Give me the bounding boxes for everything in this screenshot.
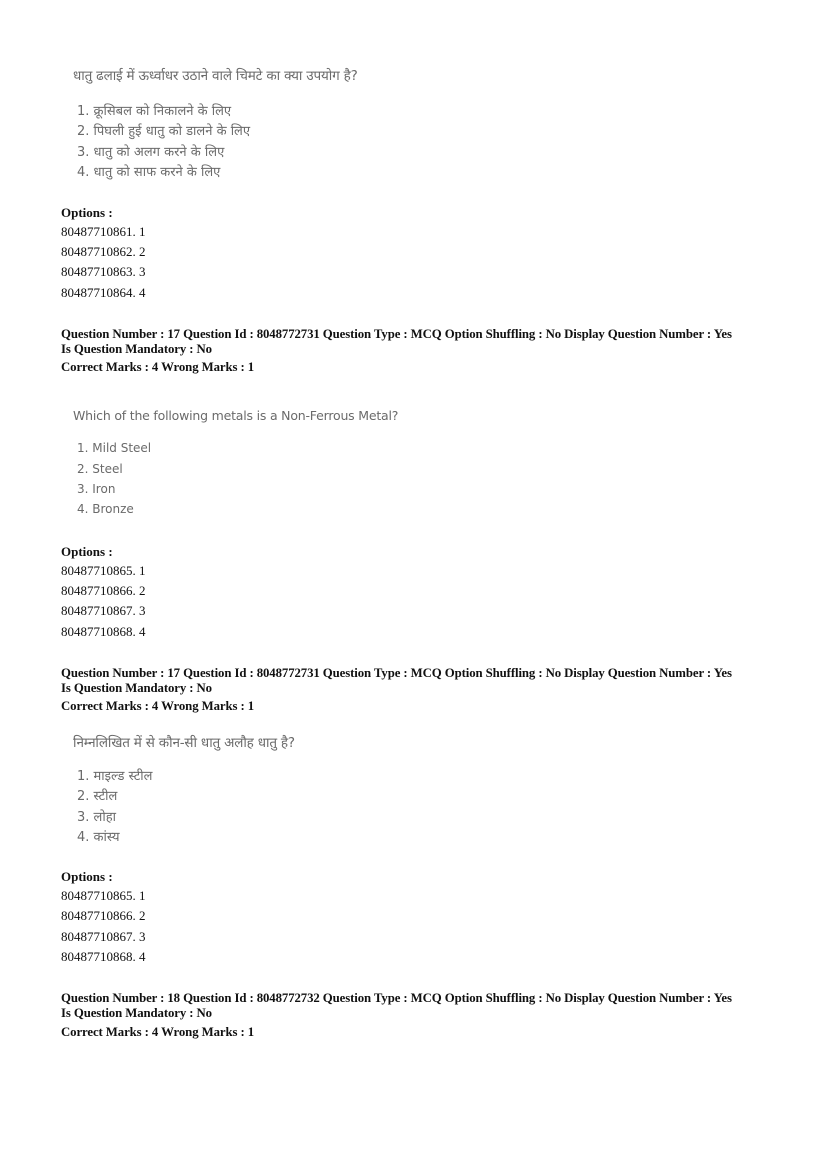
choice-3: 3. लोहा <box>77 810 116 825</box>
option-id-4: 80487710868. 4 <box>61 624 146 639</box>
choice-3: 3. धातु को अलग करने के लिए <box>77 145 225 160</box>
question-image-q17-english <box>73 408 413 523</box>
question-marks-line: Correct Marks : 4 Wrong Marks : 1 <box>61 1025 255 1039</box>
options-label: Options : <box>61 205 113 220</box>
question-image-q16-hindi <box>73 66 413 186</box>
question-mandatory-line: Is Question Mandatory : No <box>61 342 212 356</box>
option-id-3: 80487710867. 3 <box>61 929 146 944</box>
question-header-line: Question Number : 18 Question Id : 8048772732 Question Type : MCQ Option Shuffling : No Display Question Number : Yes <box>61 991 732 1005</box>
question-text: Which of the following metals is a Non-Ferrous Metal? <box>73 408 399 423</box>
choice-4: 4. धातु को साफ करने के लिए <box>77 165 221 180</box>
option-id-1: 80487710861. 1 <box>61 224 146 239</box>
options-label: Options : <box>61 544 113 559</box>
option-id-4: 80487710868. 4 <box>61 949 146 964</box>
choice-2: 2. पिघली हुई धातु को डालने के लिए <box>77 124 251 139</box>
choice-2: 2. Steel <box>77 462 123 476</box>
question-text: निम्नलिखित में से कौन-सी धातु अलौह धातु है? <box>73 735 295 751</box>
choice-3: 3. Iron <box>77 482 116 496</box>
option-id-1: 80487710865. 1 <box>61 563 146 578</box>
question-text: धातु ढलाई में ऊर्ध्वाधर उठाने वाले चिमटे का क्या उपयोग है? <box>73 68 358 84</box>
choice-2: 2. स्टील <box>77 789 118 804</box>
choice-1: 1. क्रूसिबल को निकालने के लिए <box>77 104 232 119</box>
choice-1: 1. माइल्ड स्टील <box>77 769 153 784</box>
option-id-2: 80487710866. 2 <box>61 583 146 598</box>
option-id-4: 80487710864. 4 <box>61 285 146 300</box>
question-mandatory-line: Is Question Mandatory : No <box>61 681 212 695</box>
option-id-1: 80487710865. 1 <box>61 888 146 903</box>
choice-4: 4. कांस्य <box>77 830 120 845</box>
question-marks-line: Correct Marks : 4 Wrong Marks : 1 <box>61 360 255 374</box>
question-header-line: Question Number : 17 Question Id : 8048772731 Question Type : MCQ Option Shuffling : No Display Question Number : Yes <box>61 666 732 680</box>
choice-4: 4. Bronze <box>77 502 134 516</box>
question-header-line: Question Number : 17 Question Id : 8048772731 Question Type : MCQ Option Shuffling : No Display Question Number : Yes <box>61 327 732 341</box>
option-id-2: 80487710866. 2 <box>61 908 146 923</box>
option-id-3: 80487710863. 3 <box>61 264 146 279</box>
option-id-2: 80487710862. 2 <box>61 244 146 259</box>
question-image-q17-hindi <box>73 733 413 848</box>
question-marks-line: Correct Marks : 4 Wrong Marks : 1 <box>61 699 255 713</box>
option-id-3: 80487710867. 3 <box>61 603 146 618</box>
choice-1: 1. Mild Steel <box>77 441 152 455</box>
question-mandatory-line: Is Question Mandatory : No <box>61 1006 212 1020</box>
options-label: Options : <box>61 869 113 884</box>
